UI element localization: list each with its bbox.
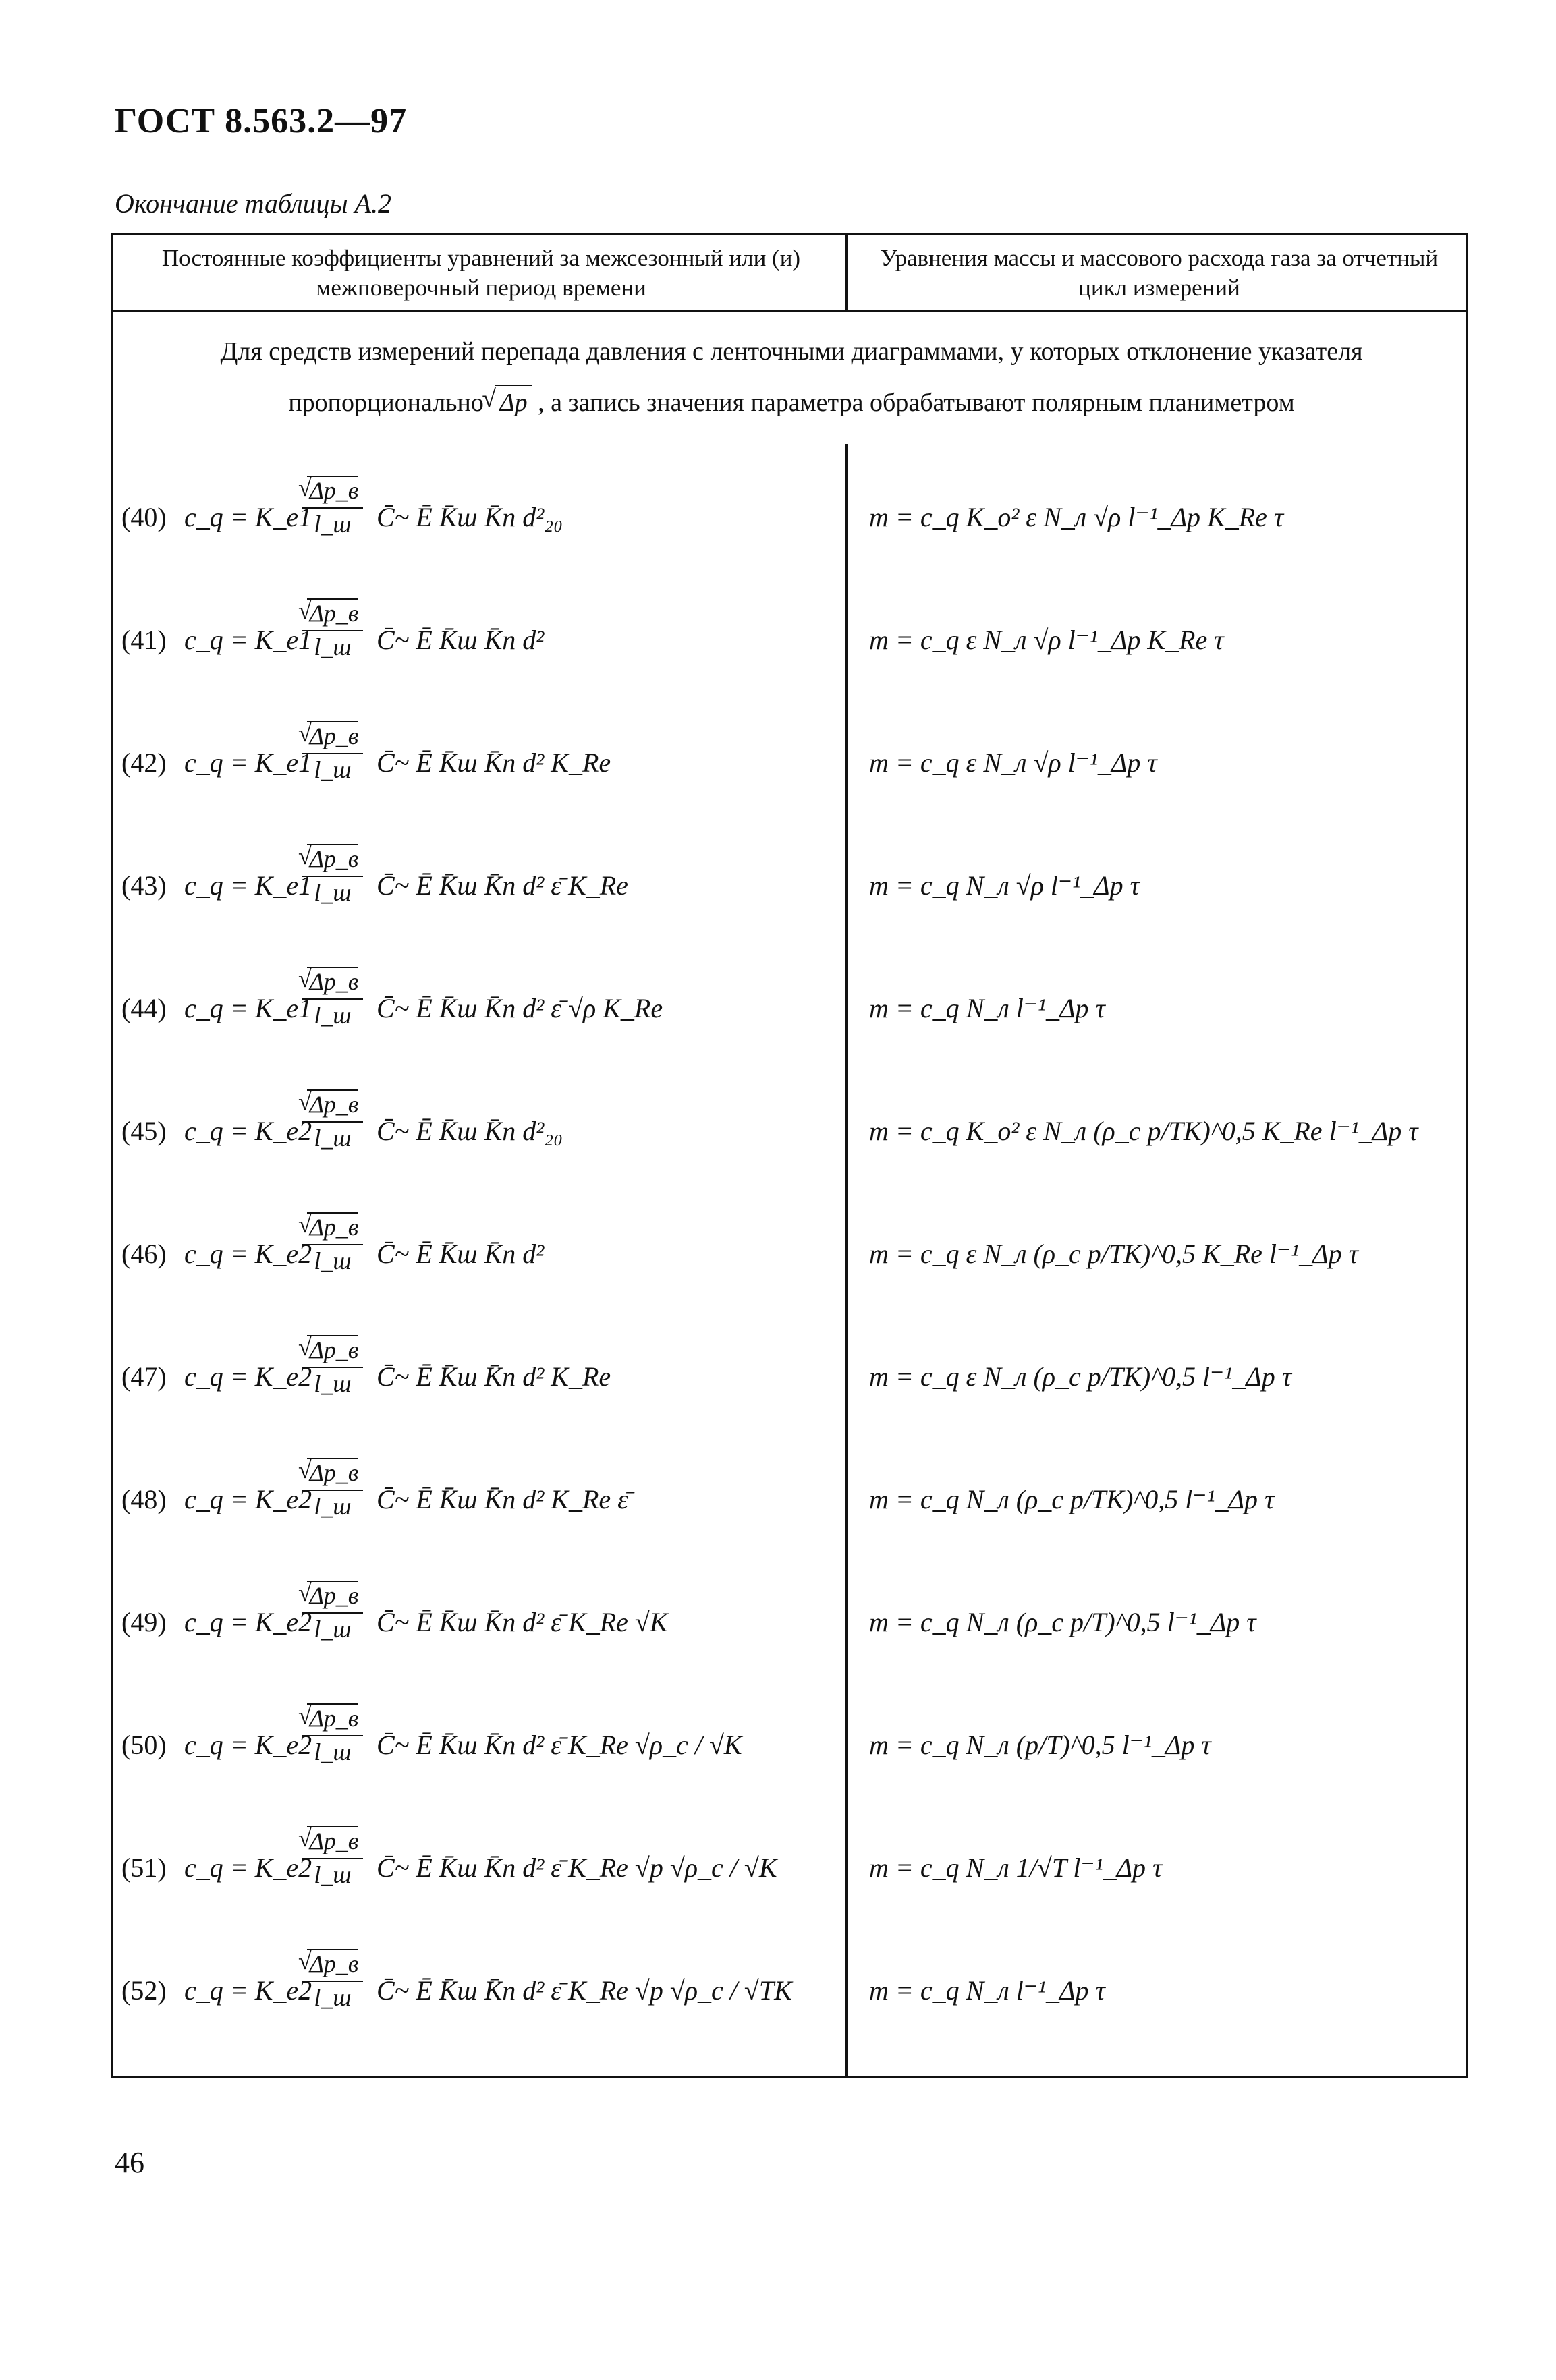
coefficient-lhs: c_q = K_e1: [184, 625, 312, 655]
mass-equation: m = c_q N_л 1/√T l⁻¹_Δp τ: [869, 1852, 1163, 1883]
equation-number: (48): [121, 1484, 167, 1514]
sqrt-fraction: [302, 1581, 363, 1643]
fraction-numerator: √ Δp_в: [302, 476, 363, 509]
sqrt-fraction: [302, 1458, 363, 1521]
fraction-numerator: √ Δp_в: [302, 1704, 363, 1736]
mass-equation: m = c_q N_л (ρ_c p/T)^0,5 l⁻¹_Δp τ: [869, 1607, 1256, 1637]
sqrt-fraction: [302, 1704, 363, 1766]
mass-equation: m = c_q K_o² ε N_л √ρ l⁻¹_Δp K_Re τ: [869, 502, 1284, 532]
coefficient-factors: C̄~ Ē K̄ш K̄п d² ε̄ K_Re √p √ρ_c / √K: [377, 1852, 777, 1883]
fraction-numerator: √ Δp_в: [302, 1213, 363, 1245]
equation-number: (43): [121, 870, 167, 901]
fraction-denominator: l_ш: [314, 511, 352, 538]
fraction-numerator: √ Δp_в: [302, 1827, 363, 1859]
fraction-denominator: l_ш: [314, 756, 352, 783]
coefficient-factors: C̄~ Ē K̄ш K̄п d² ε̄ K_Re √p √ρ_c / √TK: [377, 1975, 792, 2006]
equation-row: [113, 1569, 1466, 1670]
equation-number: (51): [121, 1852, 167, 1883]
condition-text-part-a: пропорционально: [288, 389, 484, 417]
coefficient-lhs: c_q = K_e2: [184, 1361, 312, 1392]
header-column-divider: [845, 235, 848, 310]
fraction-numerator: √ Δp_в: [302, 1950, 363, 1982]
sqrt-fraction: [302, 1213, 363, 1275]
coefficient-factors: C̄~ Ē K̄ш K̄п d² K_Re: [377, 747, 611, 778]
coefficient-factors: C̄~ Ē K̄ш K̄п d²₂₀: [377, 502, 563, 532]
fraction-denominator: l_ш: [314, 1125, 352, 1152]
header-row-divider: [113, 310, 1466, 312]
sqrt-fraction: [302, 1827, 363, 1889]
equation-number: (45): [121, 1116, 167, 1146]
mass-equation: m = c_q ε N_л (ρ_c p/TK)^0,5 K_Re l⁻¹_Δp τ: [869, 1239, 1358, 1269]
coefficient-factors: C̄~ Ē K̄ш K̄п d²: [377, 1239, 545, 1269]
coefficient-lhs: c_q = K_e2: [184, 1239, 312, 1269]
coefficient-factors: C̄~ Ē K̄ш K̄п d² K_Re: [377, 1361, 611, 1392]
condition-text-part-b: , а запись значения параметра обрабатывают полярным планиметром: [538, 389, 1295, 417]
equation-row: [113, 1815, 1466, 1916]
mass-equation: m = c_q ε N_л (ρ_c p/TK)^0,5 l⁻¹_Δp τ: [869, 1361, 1292, 1392]
mass-equation: m = c_q N_л l⁻¹_Δp τ: [869, 1975, 1105, 2006]
equation-row: [113, 587, 1466, 688]
coefficient-factors: C̄~ Ē K̄ш K̄п d² ε̄ K_Re √ρ_c / √K: [377, 1730, 742, 1760]
equation-row: [113, 1446, 1466, 1548]
coefficient-factors: C̄~ Ē K̄ш K̄п d² ε̄ K_Re: [377, 870, 628, 901]
mass-equation: m = c_q N_л (ρ_c p/TK)^0,5 l⁻¹_Δp τ: [869, 1484, 1275, 1514]
fraction-numerator: √ Δp_в: [302, 1458, 363, 1491]
coefficient-factors: C̄~ Ē K̄ш K̄п d² ε̄ √ρ K_Re: [377, 993, 663, 1023]
equation-number: (41): [121, 625, 167, 655]
sqrt-fraction: [302, 1090, 363, 1152]
equations-table: [111, 233, 1468, 2078]
fraction-numerator: √ Δp_в: [302, 599, 363, 631]
coefficient-lhs: c_q = K_e1: [184, 993, 312, 1023]
coefficient-factors: C̄~ Ē K̄ш K̄п d² ε̄ K_Re √K: [377, 1607, 668, 1637]
equation-number: (49): [121, 1607, 167, 1637]
mass-equation: m = c_q K_o² ε N_л (ρ_c p/TK)^0,5 K_Re l⁻¹_Δp τ: [869, 1116, 1418, 1146]
condition-text-line1: Для средств измерений перепада давления с ленточными диаграммами, у которых отклонение указателя: [220, 337, 1363, 366]
coefficient-lhs: c_q = K_e2: [184, 1116, 312, 1146]
fraction-denominator: l_ш: [314, 1738, 352, 1765]
equation-number: (50): [121, 1730, 167, 1760]
equation-row: [113, 1692, 1466, 1793]
fraction-denominator: l_ш: [314, 1493, 352, 1520]
sqrt-delta-p: √ Δp: [495, 385, 531, 420]
equation-row: [113, 710, 1466, 811]
coefficient-lhs: c_q = K_e2: [184, 1607, 312, 1637]
page-number: 46: [115, 2146, 144, 2179]
equation-row: [113, 464, 1466, 565]
mass-equation: m = c_q N_л √ρ l⁻¹_Δp τ: [869, 870, 1140, 901]
equation-number: (40): [121, 502, 167, 532]
equation-row: [113, 1937, 1466, 2039]
coefficient-lhs: c_q = K_e2: [184, 1852, 312, 1883]
coefficient-lhs: c_q = K_e1: [184, 870, 312, 901]
equation-number: (42): [121, 747, 167, 778]
coefficient-lhs: c_q = K_e1: [184, 502, 312, 532]
mass-equation: m = c_q N_л l⁻¹_Δp τ: [869, 993, 1105, 1023]
sqrt-fraction: [302, 1950, 363, 2012]
fraction-denominator: l_ш: [314, 1861, 352, 1888]
fraction-denominator: l_ш: [314, 1370, 352, 1397]
equation-row: [113, 832, 1466, 934]
equation-row: [113, 1324, 1466, 1425]
coefficient-lhs: c_q = K_e2: [184, 1484, 312, 1514]
fraction-denominator: l_ш: [314, 1984, 352, 2011]
equation-number: (47): [121, 1361, 167, 1392]
fraction-numerator: √ Δp_в: [302, 845, 363, 877]
fraction-numerator: √ Δp_в: [302, 967, 363, 1000]
mass-equation: m = c_q N_л (p/T)^0,5 l⁻¹_Δp τ: [869, 1730, 1211, 1760]
fraction-denominator: l_ш: [314, 1616, 352, 1643]
coefficient-lhs: c_q = K_e1: [184, 747, 312, 778]
mass-equation: m = c_q ε N_л √ρ l⁻¹_Δp K_Re τ: [869, 625, 1224, 655]
fraction-denominator: l_ш: [314, 1247, 352, 1274]
sqrt-fraction: [302, 1336, 363, 1398]
equation-row: [113, 1078, 1466, 1179]
equation-number: (46): [121, 1239, 167, 1269]
fraction-denominator: l_ш: [314, 1002, 352, 1029]
document-header: ГОСТ 8.563.2—97: [115, 102, 408, 140]
equation-row: [113, 1201, 1466, 1302]
equation-row: [113, 955, 1466, 1056]
sqrt-fraction: [302, 967, 363, 1029]
fraction-denominator: l_ш: [314, 879, 352, 906]
mass-equation: m = c_q ε N_л √ρ l⁻¹_Δp τ: [869, 747, 1157, 778]
equation-number: (52): [121, 1975, 167, 2006]
coefficient-lhs: c_q = K_e2: [184, 1975, 312, 2006]
sqrt-fraction: [302, 722, 363, 784]
equation-number: (44): [121, 993, 167, 1023]
sqrt-fraction: [302, 599, 363, 661]
coefficient-factors: C̄~ Ē K̄ш K̄п d² K_Re ε̄: [377, 1484, 628, 1514]
fraction-numerator: √ Δp_в: [302, 1581, 363, 1614]
fraction-numerator: √ Δp_в: [302, 1090, 363, 1123]
table-caption: Окончание таблицы А.2: [115, 188, 392, 219]
sqrt-fraction: [302, 476, 363, 538]
fraction-numerator: √ Δp_в: [302, 722, 363, 754]
fraction-denominator: l_ш: [314, 633, 352, 660]
fraction-numerator: √ Δp_в: [302, 1336, 363, 1368]
sqrt-fraction: [302, 845, 363, 907]
coefficient-factors: C̄~ Ē K̄ш K̄п d²₂₀: [377, 1116, 563, 1146]
column-header-mass-equations: Уравнения массы и массового расхода газа за отчетный цикл измерений: [880, 245, 1439, 301]
condition-text-line2: [127, 385, 1456, 420]
column-header-coefficients: Постоянные коэффициенты уравнений за межсезонный или (и) межповерочный период времени: [161, 245, 801, 301]
coefficient-lhs: c_q = K_e2: [184, 1730, 312, 1760]
coefficient-factors: C̄~ Ē K̄ш K̄п d²: [377, 625, 545, 655]
